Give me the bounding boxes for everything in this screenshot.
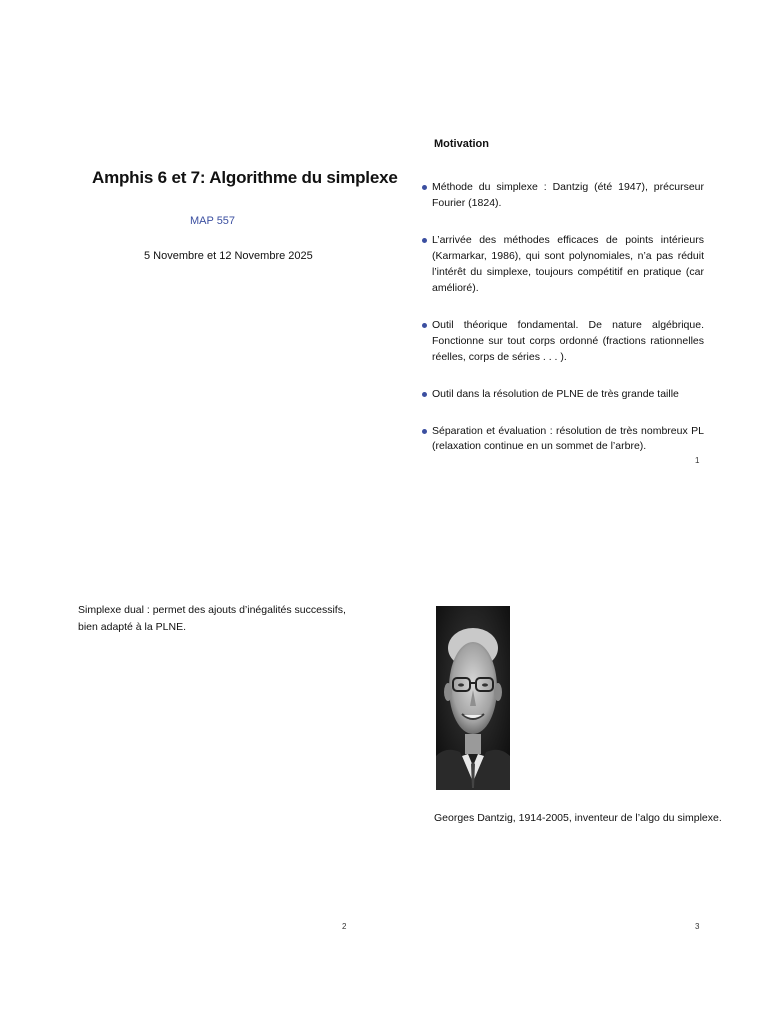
dantzig-portrait-photo bbox=[436, 606, 510, 790]
photo-caption: Georges Dantzig, 1914-2005, inventeur de l’algo du simplexe. bbox=[434, 812, 722, 824]
bullet-item bbox=[422, 233, 704, 297]
bullet-dot-icon bbox=[422, 238, 427, 243]
course-code: MAP 557 bbox=[190, 215, 236, 227]
dual-simplex-text: Simplexe dual : permet des ajouts d’inégalités successifs, bien adapté à la PLNE. bbox=[78, 604, 346, 633]
page-number: 3 bbox=[695, 922, 700, 931]
bullet-text: Séparation et évaluation : résolution de très nombreux PL (relaxation continue en un sommet de l’arbre). bbox=[432, 424, 704, 453]
bullet-text: L’arrivée des méthodes efficaces de points intérieurs (Karmarkar, 1986), qui sont polynomiales, n’a pas réduit l’intérêt du simplexe, toujours compétitif en pratique (car amélioré). bbox=[432, 233, 704, 294]
page-number: 2 bbox=[342, 922, 347, 931]
motivation-heading: Motivation bbox=[434, 138, 489, 150]
bullet-dot-icon bbox=[422, 392, 427, 397]
bullet-text: Outil théorique fondamental. De nature algébrique. Fonctionne sur tout corps ordonné (fractions rationnelles réelles, corps de séries . . . ). bbox=[432, 318, 704, 363]
bullet-item bbox=[422, 180, 704, 212]
bullet-text: Méthode du simplexe : Dantzig (été 1947), précurseur Fourier (1824). bbox=[432, 181, 704, 209]
bullet-item bbox=[422, 318, 704, 366]
bullet-dot-icon bbox=[422, 323, 427, 328]
lecture-dates: 5 Novembre et 12 Novembre 2025 bbox=[144, 250, 313, 262]
bullet-text: Outil dans la résolution de PLNE de très grande taille bbox=[432, 387, 679, 400]
slide-title: Amphis 6 et 7: Algorithme du simplexe bbox=[92, 168, 398, 187]
bullet-item bbox=[422, 424, 704, 456]
bullet-dot-icon bbox=[422, 429, 427, 434]
page-number: 1 bbox=[695, 456, 700, 465]
bullet-dot-icon bbox=[422, 185, 427, 190]
bullet-item bbox=[422, 387, 704, 403]
motivation-bullet-list bbox=[422, 180, 704, 476]
